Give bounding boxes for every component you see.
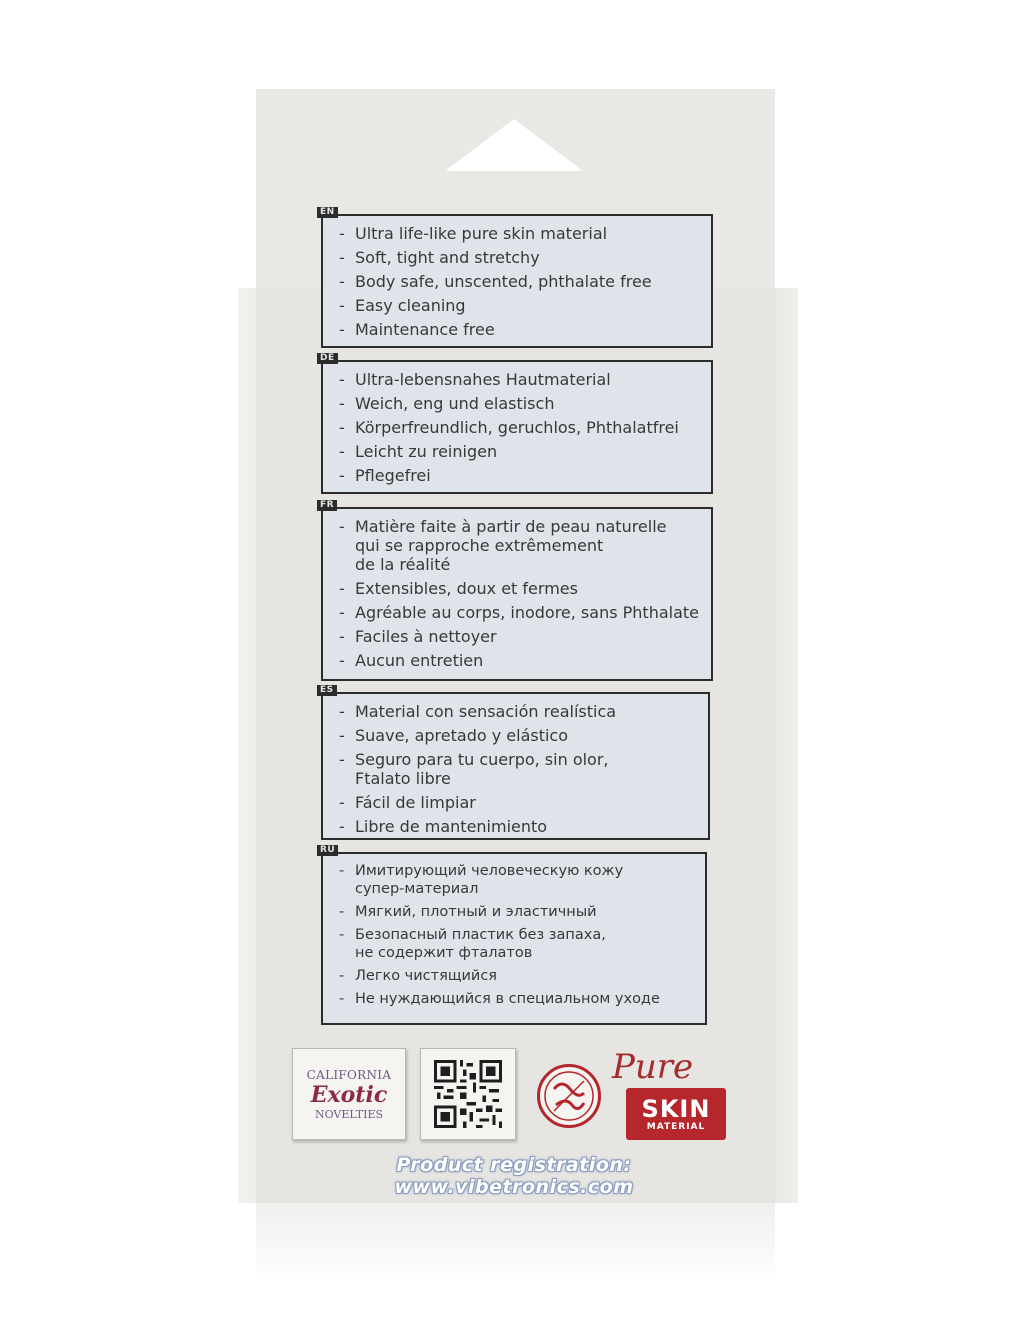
feature-item: - Easy cleaning [339,296,701,315]
skin-label-block [626,1088,726,1140]
qr-code-icon [434,1060,502,1128]
feature-item: - Мягкий, плотный и эластичный [339,903,695,921]
feature-item: - Имитирующий человеческую кожу супер-материал [339,862,695,898]
logo-text: Pure [612,1047,694,1087]
feature-item: - Soft, tight and stretchy [339,248,701,267]
feature-item: - Body safe, unscented, phthalate free [339,272,701,291]
feature-item: - Ultra-lebensnahes Hautmaterial [339,370,701,389]
feature-item: - Weich, eng und elastisch [339,394,701,413]
logo-text: NOVELTIES [314,1107,384,1121]
pure-skin-material-logo [606,1047,728,1142]
card-reflection [256,1203,775,1283]
language-tag-fr: FR [317,500,337,511]
feature-list-fr [339,517,701,670]
language-tag-ru: RU [317,845,338,856]
language-tag-en: EN [317,207,338,218]
feature-box-ru [320,845,707,1025]
feature-item: - Matière faite à partir de peau naturelle qui se rapproche extrêmement de la réalité [339,517,701,574]
feature-item: - Безопасный пластик без запаха, не содержит фталатов [339,926,695,962]
feature-item: - Suave, apretado y elástico [339,726,698,745]
feature-box-fr [320,500,713,681]
feature-list-es [339,702,698,836]
feature-box-es [320,685,710,840]
feature-item: - Aucun entretien [339,651,701,670]
california-exotic-logo [292,1048,406,1140]
logo-text: SKIN [641,1095,711,1123]
feature-list-ru [339,862,695,1008]
feature-list-de [339,370,701,485]
language-tag-es: ES [317,685,337,696]
safe-and-pure-badge-icon [540,1067,598,1125]
feature-item: - Libre de mantenimiento [339,817,698,836]
feature-item: - Ultra life-like pure skin material [339,224,701,243]
logo-text: MATERIAL [646,1122,706,1132]
feature-box-de [320,353,713,494]
language-tag-de: DE [317,353,338,364]
feature-item: - Agréable au corps, inodore, sans Phthalate [339,603,701,622]
logo-text: Exotic [310,1081,388,1108]
feature-item: - Körperfreundlich, geruchlos, Phthalatfrei [339,418,701,437]
feature-item: - Seguro para tu cuerpo, sin olor, Ftalato libre [339,750,698,788]
safe-and-pure-badge [537,1064,601,1128]
feature-item: - Extensibles, doux et fermes [339,579,701,598]
feature-item: - Fácil de limpiar [339,793,698,812]
logo-text: CALIFORNIA [306,1067,392,1082]
product-registration-text: Product registration: www.vibetronics.com [394,1154,634,1198]
feature-item: - Pflegefrei [339,466,701,485]
feature-box-en [320,207,713,348]
feature-item: - Material con sensación realística [339,702,698,721]
feature-item: - Не нуждающийся в специальном уходе [339,990,695,1008]
feature-item: - Leicht zu reinigen [339,442,701,461]
qr-code-tile [420,1048,516,1140]
feature-item: - Легко чистящийся [339,967,695,985]
feature-list-en [339,224,701,339]
feature-item: - Faciles à nettoyer [339,627,701,646]
feature-item: - Maintenance free [339,320,701,339]
